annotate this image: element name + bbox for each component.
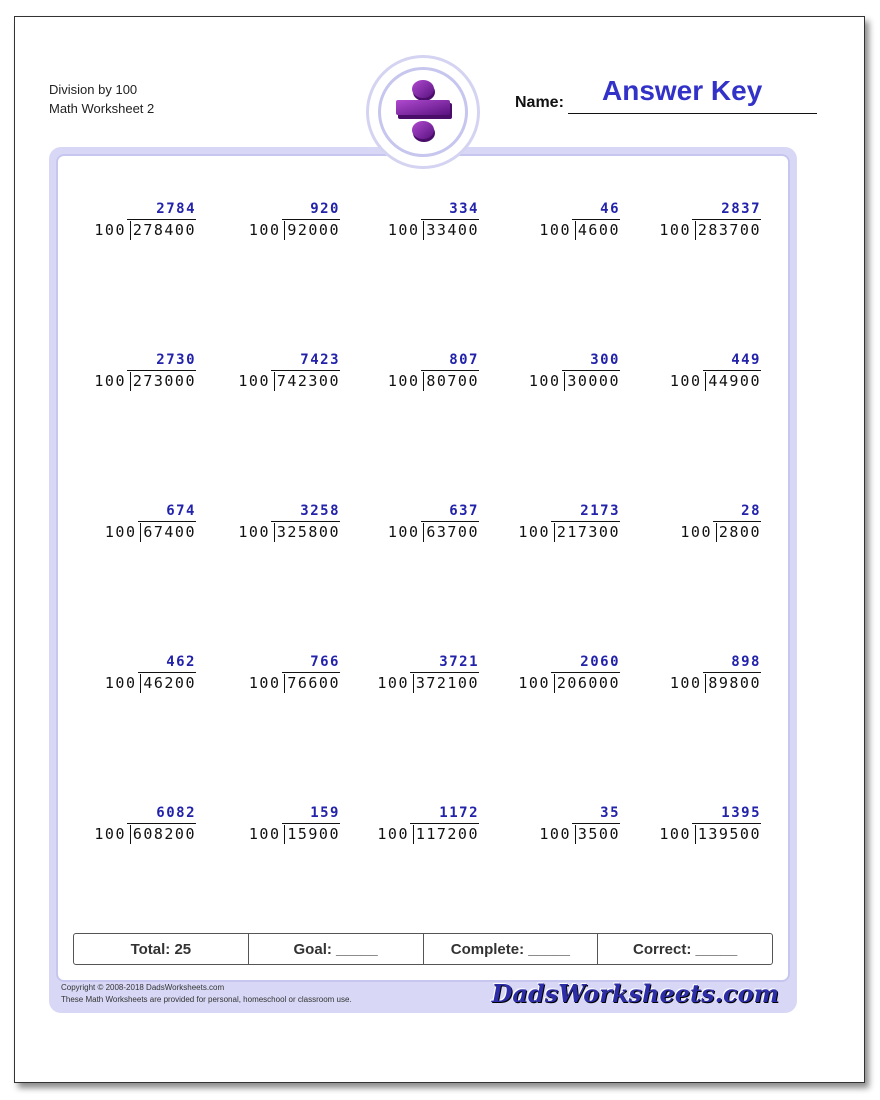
copyright [61, 982, 352, 1006]
divisor: 100 [518, 674, 550, 692]
divisor: 100 [94, 221, 126, 239]
problem-grid [56, 154, 790, 982]
division-problem [220, 352, 340, 396]
division-bar [138, 672, 197, 673]
divisor: 100 [387, 221, 420, 239]
quotient: 159 [310, 805, 340, 821]
division-bar [692, 823, 761, 824]
division-problem [359, 503, 479, 547]
goal-cell[interactable]: Goal: _____ [249, 934, 424, 964]
quotient: 766 [310, 654, 340, 670]
dividend: 4600 [575, 221, 620, 240]
quotient: 462 [166, 654, 196, 670]
division-bar [562, 370, 621, 371]
quotient: 7423 [300, 352, 340, 368]
division-problem [76, 352, 196, 396]
divisor: 100 [248, 221, 281, 239]
dividend: 217300 [554, 523, 620, 542]
divisor: 100 [377, 825, 409, 843]
name-label: Name: [515, 94, 564, 111]
division-problem [641, 805, 761, 849]
divisor: 100 [659, 221, 691, 239]
dividend: 372100 [413, 674, 479, 693]
dividend: 283700 [695, 221, 761, 240]
quotient: 449 [731, 352, 761, 368]
division-bar [421, 219, 480, 220]
division-bar [282, 219, 341, 220]
division-bar [127, 823, 196, 824]
dividend: 2800 [716, 523, 761, 542]
division-bar [713, 521, 761, 522]
division-problem [76, 503, 196, 547]
division-bar [271, 370, 340, 371]
division-problem [76, 654, 196, 698]
divisor: 100 [104, 674, 137, 692]
quotient: 46 [600, 201, 620, 217]
dividend: 46200 [140, 674, 196, 693]
brand-logo: DadsWorksheets.com [491, 979, 779, 1008]
division-problem [500, 352, 620, 396]
divisor: 100 [94, 372, 126, 390]
division-bar [410, 672, 479, 673]
division-bar [271, 521, 340, 522]
division-problem [641, 654, 761, 698]
quotient: 898 [731, 654, 761, 670]
divisor: 100 [518, 523, 550, 541]
dividend: 139500 [695, 825, 761, 844]
division-bar [572, 219, 620, 220]
division-bar [572, 823, 620, 824]
answer-key-text: Answer Key [602, 75, 763, 106]
dividend: 273000 [130, 372, 196, 391]
dividend: 117200 [413, 825, 479, 844]
division-problem [76, 201, 196, 245]
quotient: 334 [449, 201, 479, 217]
division-bar [692, 219, 761, 220]
dividend: 76600 [284, 674, 340, 693]
division-bar [551, 672, 620, 673]
quotient: 300 [590, 352, 620, 368]
quotient: 2837 [721, 201, 761, 217]
division-problem [500, 201, 620, 245]
divisor: 100 [680, 523, 712, 541]
dividend: 325800 [274, 523, 340, 542]
quotient: 1395 [721, 805, 761, 821]
dividend: 742300 [274, 372, 340, 391]
dividend: 44900 [705, 372, 761, 391]
division-bar [703, 370, 762, 371]
division-problem [220, 654, 340, 698]
divisor: 100 [248, 825, 281, 843]
division-problem [641, 503, 761, 547]
quotient: 2730 [156, 352, 196, 368]
divisor: 100 [238, 372, 270, 390]
quotient: 2060 [580, 654, 620, 670]
title-line-1: Division by 100 [49, 82, 138, 97]
dividend: 15900 [284, 825, 340, 844]
divisor: 100 [94, 825, 126, 843]
division-problem [359, 654, 479, 698]
total-cell: Total: 25 [74, 934, 249, 964]
division-problem [500, 805, 620, 849]
division-bar [421, 521, 480, 522]
division-bar [282, 823, 341, 824]
divisor: 100 [387, 372, 420, 390]
dividend: 33400 [423, 221, 479, 240]
complete-cell[interactable]: Complete: _____ [424, 934, 599, 964]
divisor: 100 [387, 523, 420, 541]
divisor: 100 [377, 674, 409, 692]
copyright-line-2: These Math Worksheets are provided for personal, homeschool or classroom use. [61, 995, 352, 1004]
division-bar [410, 823, 479, 824]
correct-cell[interactable]: Correct: _____ [633, 940, 738, 958]
dividend: 3500 [575, 825, 620, 844]
dividend: 63700 [423, 523, 479, 542]
division-problem [359, 352, 479, 396]
division-logo [366, 55, 480, 169]
quotient: 674 [166, 503, 196, 519]
division-problem [641, 352, 761, 396]
dividend: 278400 [130, 221, 196, 240]
division-bar [551, 521, 620, 522]
divisor: 100 [539, 221, 571, 239]
divisor: 100 [248, 674, 281, 692]
dividend: 608200 [130, 825, 196, 844]
division-problem [359, 201, 479, 245]
quotient: 1172 [439, 805, 479, 821]
division-bar [282, 672, 341, 673]
quotient: 920 [310, 201, 340, 217]
name-line [568, 113, 817, 114]
division-bar [421, 370, 480, 371]
quotient: 637 [449, 503, 479, 519]
copyright-line-1: Copyright © 2008-2018 DadsWorksheets.com [61, 983, 225, 992]
divisor: 100 [669, 372, 702, 390]
division-sign-icon [381, 70, 465, 154]
problem-frame [49, 147, 797, 1013]
dividend: 67400 [140, 523, 196, 542]
division-bar [138, 521, 197, 522]
quotient: 2784 [156, 201, 196, 217]
divisor: 100 [659, 825, 691, 843]
dividend: 92000 [284, 221, 340, 240]
quotient: 3721 [439, 654, 479, 670]
quotient: 6082 [156, 805, 196, 821]
division-problem [220, 805, 340, 849]
score-box [73, 933, 773, 965]
division-bar [703, 672, 762, 673]
division-bar [127, 219, 196, 220]
quotient: 28 [741, 503, 761, 519]
quotient: 2173 [580, 503, 620, 519]
division-problem [641, 201, 761, 245]
divisor: 100 [104, 523, 137, 541]
divisor: 100 [539, 825, 571, 843]
division-problem [76, 805, 196, 849]
quotient: 35 [600, 805, 620, 821]
division-bar [127, 370, 196, 371]
division-problem [500, 654, 620, 698]
dividend: 80700 [423, 372, 479, 391]
divisor: 100 [528, 372, 561, 390]
dividend: 206000 [554, 674, 620, 693]
dividend: 89800 [705, 674, 761, 693]
divisor: 100 [669, 674, 702, 692]
worksheet-title [49, 80, 154, 118]
title-line-2: Math Worksheet 2 [49, 101, 155, 116]
division-problem [220, 201, 340, 245]
division-problem [359, 805, 479, 849]
name-field[interactable] [515, 75, 817, 114]
division-problem [220, 503, 340, 547]
dividend: 30000 [564, 372, 620, 391]
division-problem [500, 503, 620, 547]
quotient: 3258 [300, 503, 340, 519]
divisor: 100 [238, 523, 270, 541]
quotient: 807 [449, 352, 479, 368]
